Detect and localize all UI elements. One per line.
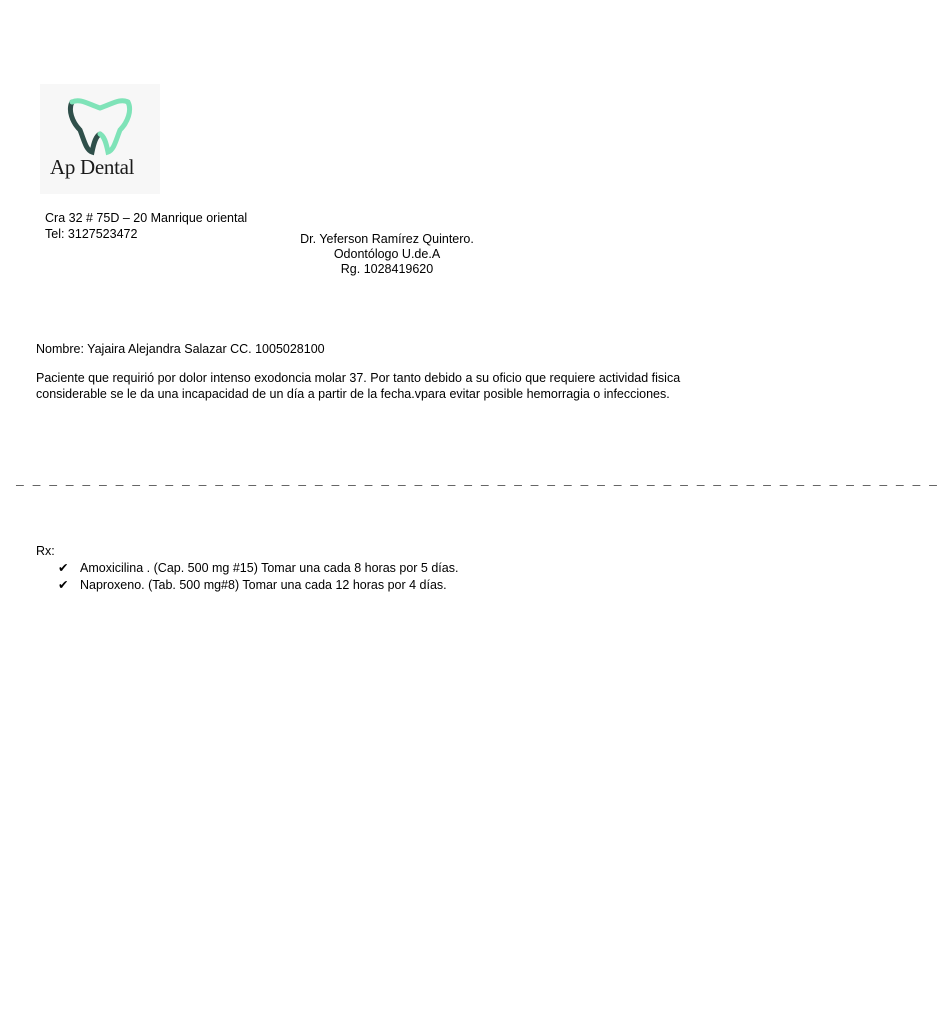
list-item	[58, 560, 458, 577]
check-icon: ✔	[58, 561, 69, 575]
doctor-name: Dr. Yeferson Ramírez Quintero.	[300, 232, 474, 246]
rx-label: Rx:	[36, 544, 55, 558]
tooth-icon	[66, 96, 134, 156]
check-icon: ✔	[58, 578, 69, 592]
clinical-note: Paciente que requirió por dolor intenso exodoncia molar 37. Por tanto debido a su oficio que requiere actividad fisica considerable se le da una incapacidad de un día a partir de la fecha.vpara evitar posible hemorragia o infecciones.	[36, 371, 681, 401]
medication-text: Naproxeno. (Tab. 500 mg#8) Tomar una cada 12 horas por 4 días.	[80, 578, 447, 592]
clinic-logo	[40, 84, 160, 194]
list-item	[58, 577, 458, 594]
logo-text: Ap Dental	[50, 155, 135, 179]
patient-line: Nombre: Yajaira Alejandra Salazar CC. 1005028100	[36, 342, 325, 356]
prescription-list	[58, 560, 458, 594]
doctor-info	[262, 232, 512, 277]
clinic-address: Cra 32 # 75D – 20 Manrique oriental	[45, 211, 248, 225]
medication-text: Amoxicilina . (Cap. 500 mg #15) Tomar una cada 8 horas por 5 días.	[80, 561, 459, 575]
doctor-title: Odontólogo U.de.A	[333, 247, 441, 261]
separator-line: _ _ _ _ _ _ _ _ _ _ _ _ _ _ _ _ _ _ _ _ _ _ _ _ _ _ _ _ _ _ _ _ _ _ _ _ _ _ _ _ _ _ _ _ _ _ _ _ _ _ _ _ _ _ _ _	[16, 473, 937, 488]
doctor-registration: Rg. 1028419620	[340, 262, 434, 276]
clinic-phone: Tel: 3127523472	[45, 227, 138, 241]
